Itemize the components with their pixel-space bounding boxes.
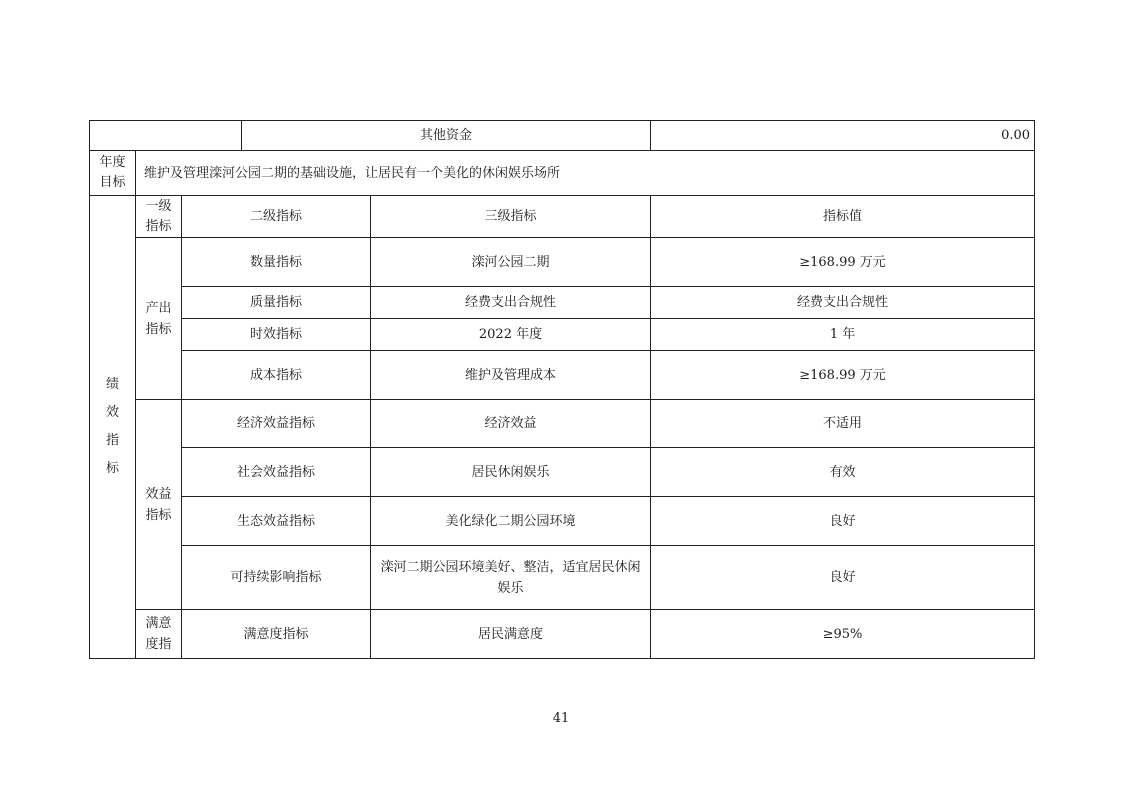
value-cell: 不适用 [651, 400, 1035, 448]
performance-table [89, 120, 1035, 659]
value-cell: 1 年 [651, 319, 1035, 351]
table-row [90, 546, 1035, 610]
level2-cell: 可持续影响指标 [182, 546, 371, 610]
funding-value: 0.00 [651, 121, 1035, 151]
group-output-label-cell [136, 238, 182, 400]
group-satisfaction-label: 满意度指 [145, 616, 172, 652]
annual-goal-label: 年度目标 [99, 155, 126, 190]
table-header-row [90, 196, 1035, 238]
level2-cell: 社会效益指标 [182, 448, 371, 497]
level2-cell: 时效指标 [182, 319, 371, 351]
group-output-label: 产出指标 [145, 300, 172, 337]
header-level3: 三级指标 [371, 196, 651, 238]
annual-goal-text: 维护及管理滦河公园二期的基础设施，让居民有一个美化的休闲娱乐场所 [136, 151, 1035, 196]
value-cell: 经费支出合规性 [651, 287, 1035, 319]
table-row [90, 351, 1035, 400]
funding-row [90, 121, 1035, 151]
level2-cell: 满意度指标 [182, 610, 371, 659]
table-row [90, 287, 1035, 319]
header-value: 指标值 [651, 196, 1035, 238]
value-cell: 良好 [651, 546, 1035, 610]
value-cell: 良好 [651, 497, 1035, 546]
funding-label: 其他资金 [242, 121, 651, 151]
group-benefit-label-cell [136, 400, 182, 610]
level3-cell: 居民休闲娱乐 [371, 448, 651, 497]
level3-cell: 居民满意度 [371, 610, 651, 659]
annual-goal-row [90, 151, 1035, 196]
header-level1 [136, 196, 182, 238]
value-cell: ≥168.99 万元 [651, 351, 1035, 400]
header-level2: 二级指标 [182, 196, 371, 238]
group-satisfaction-label-cell [136, 610, 182, 659]
level3-cell: 维护及管理成本 [371, 351, 651, 400]
value-cell: ≥95% [651, 610, 1035, 659]
table-row [90, 319, 1035, 351]
level2-cell: 经济效益指标 [182, 400, 371, 448]
annual-goal-label-cell [90, 151, 136, 196]
table-row [90, 610, 1035, 659]
level3-cell: 经济效益 [371, 400, 651, 448]
header-level1-text: 一级指标 [145, 198, 172, 234]
value-cell: 有效 [651, 448, 1035, 497]
level3-cell: 滦河公园二期 [371, 238, 651, 287]
level2-cell: 生态效益指标 [182, 497, 371, 546]
level3-cell: 经费支出合规性 [371, 287, 651, 319]
level2-cell: 质量指标 [182, 287, 371, 319]
value-cell: ≥168.99 万元 [651, 238, 1035, 287]
level3-cell: 美化绿化二期公园环境 [371, 497, 651, 546]
page-number: 41 [552, 711, 570, 726]
level2-cell: 数量指标 [182, 238, 371, 287]
section-label: 绩效指标 [106, 377, 120, 476]
table-row [90, 448, 1035, 497]
funding-empty-cell [90, 121, 242, 151]
table-row [90, 400, 1035, 448]
group-benefit-label: 效益指标 [145, 486, 172, 523]
table-row [90, 238, 1035, 287]
section-label-cell [90, 196, 136, 659]
table-row [90, 497, 1035, 546]
level3-cell: 滦河二期公园环境美好、整洁，适宜居民休闲娱乐 [371, 546, 651, 610]
level3-cell: 2022 年度 [371, 319, 651, 351]
level2-cell: 成本指标 [182, 351, 371, 400]
